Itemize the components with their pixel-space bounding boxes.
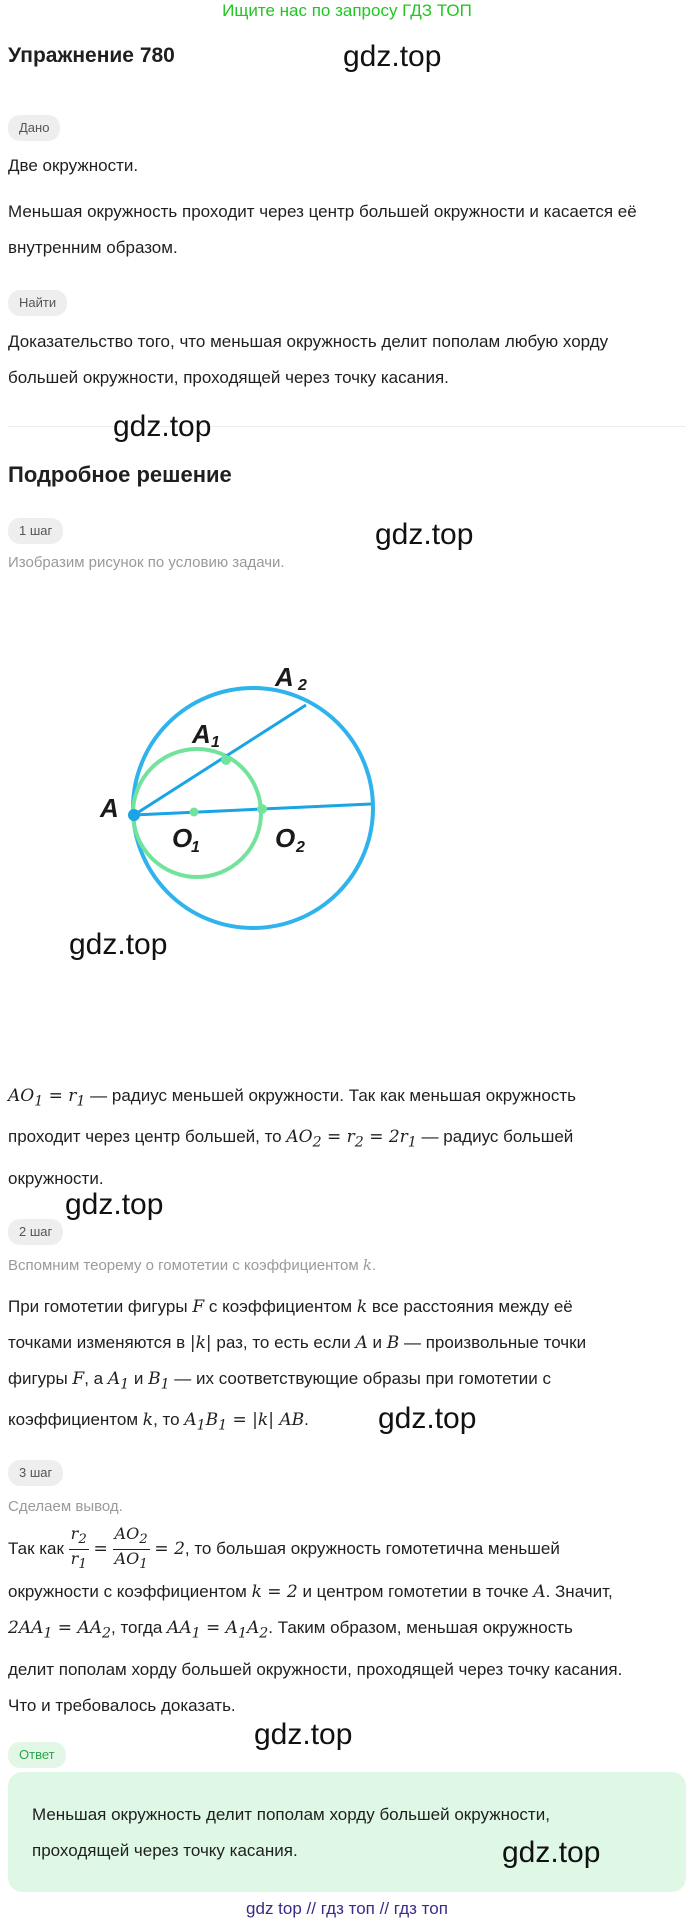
- watermark: gdz.top: [378, 1402, 477, 1435]
- watermark: gdz.top: [254, 1718, 353, 1751]
- find-text: Доказательство того, что меньшая окружность делит пополам любую хорду большей окружности, проходящей через точку касания.: [8, 332, 609, 387]
- section-divider: [8, 426, 686, 427]
- label-a1: A: [192, 719, 211, 749]
- footer-separator: //: [306, 1899, 316, 1918]
- watermark: gdz.top: [65, 1188, 164, 1221]
- step1-paragraph: $AO_1 = r_1$ — радиус меньшей окружности. Так как меньшая окружность проходит через центр большей, то $AO_2 = r_2 = 2r_1$ — радиус большей окружности.: [8, 1086, 577, 1188]
- step2-paragraph: При гомотетии фигуры F с коэффициентом k все расстояния между её точками изменяются в |k| раз, то есть если A и B — произвольные точки фигуры F, а $A_1$ и $B_1$ — их соответствующие образы при гомотетии с коэффициентом k, то $A_1B_1 = |k|$ AB.: [8, 1297, 587, 1434]
- point-a1: [221, 755, 231, 765]
- label-o1: O: [172, 823, 193, 853]
- step1-note: Изобразим рисунок по условию задачи.: [8, 554, 285, 571]
- find-chip: Найти: [8, 290, 67, 316]
- label-o1-sub: 1: [191, 839, 200, 856]
- step2-chip: 2 шаг: [8, 1219, 63, 1245]
- label-a2-sub: 2: [298, 677, 307, 694]
- label-o2-sub: 2: [296, 839, 305, 856]
- label-o2: O: [275, 823, 296, 853]
- given-line-2: Меньшая окружность проходит через центр большей окружности и касается её внутренним образом.: [8, 202, 637, 257]
- diameter-line: [134, 804, 371, 815]
- solution-heading: Подробное решение: [8, 462, 232, 487]
- footer-link-gdz-top[interactable]: gdz top: [246, 1899, 302, 1918]
- label-a1-sub: 1: [211, 734, 220, 751]
- given-line-1: Две окружности.: [8, 156, 139, 175]
- given-chip: Дано: [8, 115, 60, 141]
- point-o1: [190, 808, 199, 817]
- watermark: gdz.top: [69, 928, 168, 961]
- answer-chip: Ответ: [8, 1742, 66, 1768]
- exercise-title: Упражнение 780: [8, 44, 175, 67]
- watermark: gdz.top: [113, 410, 212, 443]
- circles-figure: [0, 640, 420, 940]
- watermark: gdz.top: [375, 518, 474, 551]
- label-a2: A: [275, 662, 294, 692]
- step2-note: Вспомним теорему о гомотетии с коэффициентом k.: [8, 1256, 377, 1274]
- footer-separator: //: [379, 1899, 390, 1918]
- watermark: gdz.top: [343, 40, 442, 73]
- footer-links: [0, 1899, 694, 1919]
- step3-chip: 3 шаг: [8, 1460, 63, 1486]
- step3-note: Сделаем вывод.: [8, 1498, 123, 1515]
- footer-link-gdz-top-ru-2[interactable]: гдз топ: [393, 1899, 448, 1918]
- answer-text: Меньшая окружность делит пополам хорду большей окружности, проходящей через точку касания.: [32, 1805, 550, 1860]
- top-search-link[interactable]: Ищите нас по запросу ГДЗ ТОП: [222, 1, 472, 20]
- label-a: A: [100, 793, 119, 823]
- watermark: gdz.top: [502, 1836, 601, 1869]
- point-a: [128, 809, 140, 821]
- step1-chip: 1 шаг: [8, 518, 63, 544]
- step3-paragraph: Так как $\frac{r_2}{r_1}$ = $\frac{AO_2}{AO_1}$ = 2, то большая окружность гомотетична меньшей окружности с коэффициентом k = 2 и центром гомотетии в точке A. Значит, $2AA_1 = AA_2$, тогда $AA_1 = A_1A_2$. Таким образом, меньшая окружность делит пополам хорду большей окружности, проходящей через точку касания. Что и требовалось доказать.: [8, 1524, 623, 1715]
- point-o2: [257, 804, 267, 814]
- footer-link-gdz-top-ru[interactable]: гдз топ: [320, 1899, 375, 1918]
